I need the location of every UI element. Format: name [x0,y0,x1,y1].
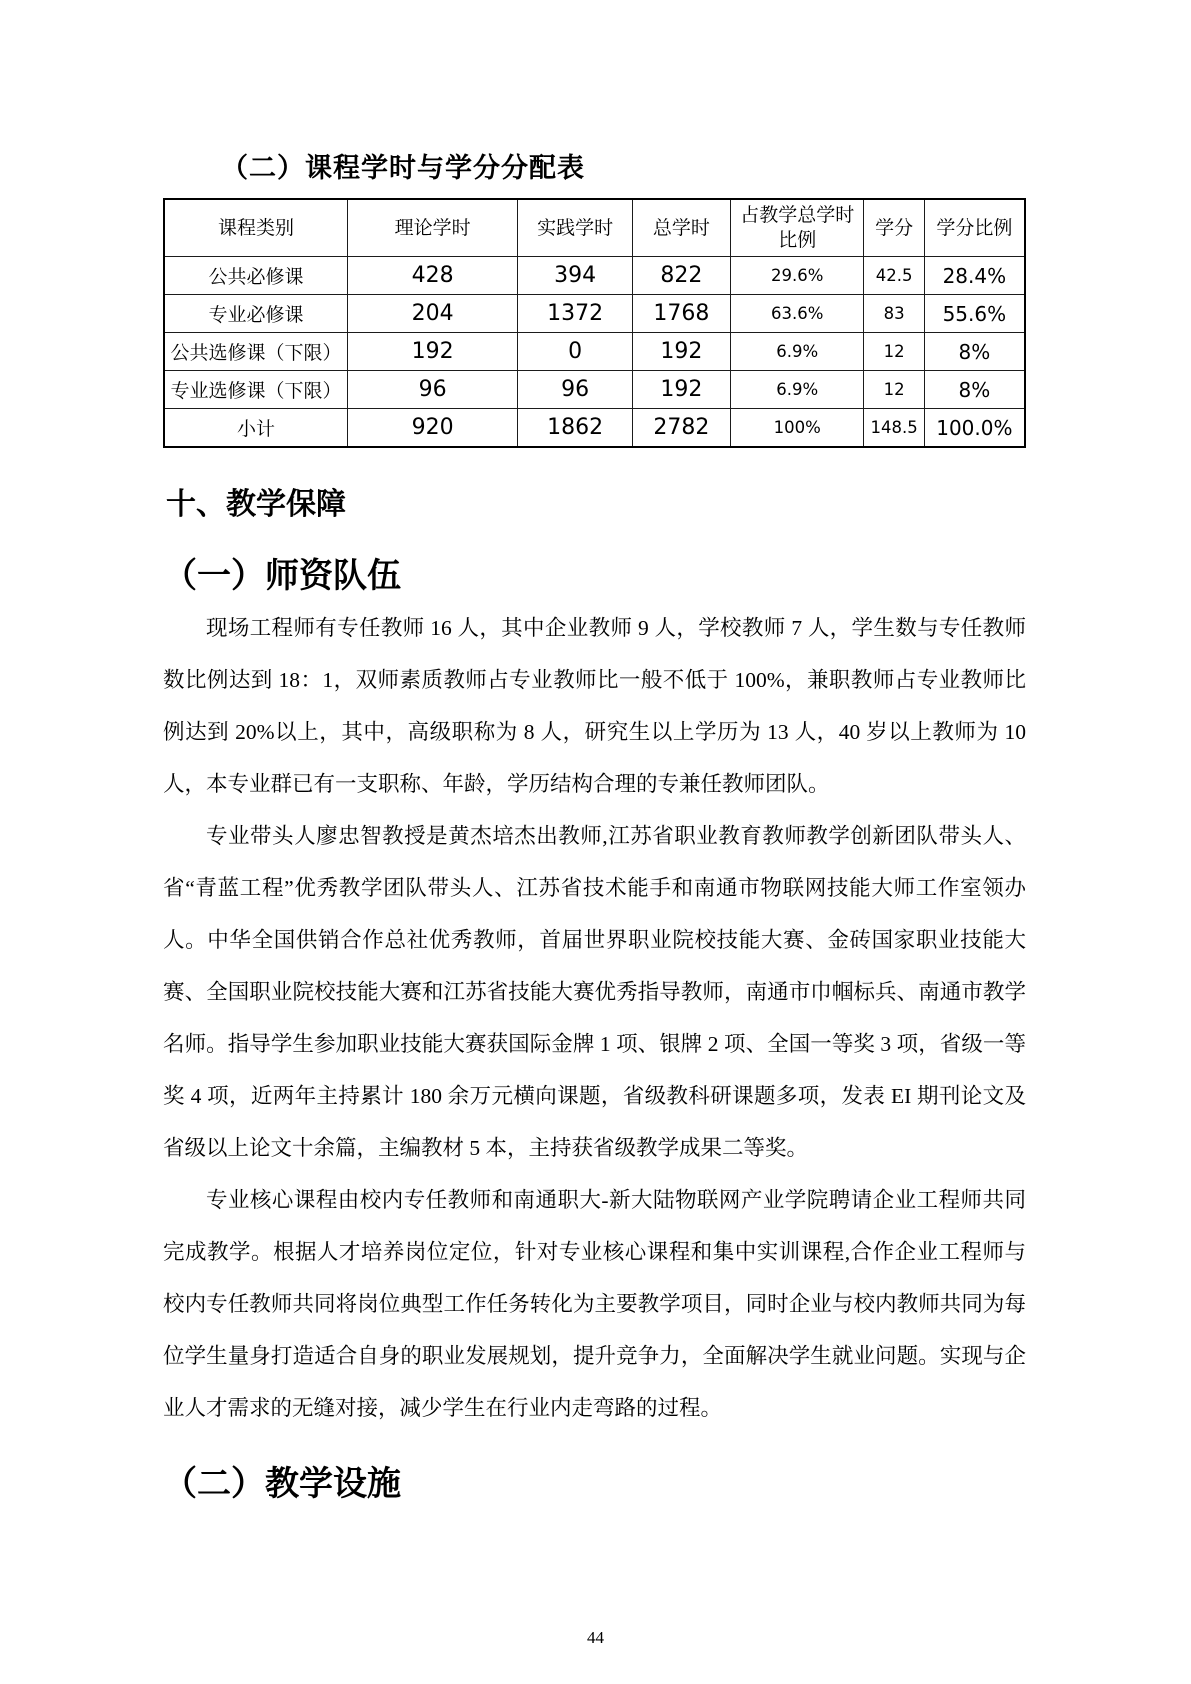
table-cell: 96 [347,371,517,409]
paragraph: 专业带头人廖忠智教授是黄杰培杰出教师,江苏省职业教育教师教学创新团队带头人、省“青蓝工程”优秀教学团队带头人、江苏省技术能手和南通市物联网技能大师工作室领办人。中华全国供销合作总社优秀教师，首届世界职业院校技能大赛、金砖国家职业技能大赛、全国职业院校技能大赛和江苏省技能大赛优秀指导教师，南通市巾帼标兵、南通市教学名师。指导学生参加职业技能大赛获国际金牌 1 项、银牌 2 项、全国一等奖 3 项，省级一等奖 4 项，近两年主持累计 180 余万元横向课题，省级教科研课题多项，发表 EI 期刊论文及省级以上论文十余篇，主编教材 5 本，主持获省级教学成果二等奖。 [163,824,1026,1160]
table-cell: 204 [347,295,517,333]
table-cell: 192 [632,371,730,409]
table-row [164,295,1025,333]
table-cell: 83 [864,295,924,333]
course-hours-credits-table [163,198,1026,448]
table-cell: 100% [731,409,864,448]
table-header-row [164,199,1025,257]
table-cell: 29.6% [731,257,864,295]
column-header: 课程类别 [164,199,347,257]
table-cell: 42.5 [864,257,924,295]
column-header: 占教学总学时比例 [731,199,864,257]
table-cell: 公共选修课（下限） [164,333,347,371]
paragraph: 专业核心课程由校内专任教师和南通职大-新大陆物联网产业学院聘请企业工程师共同完成教学。根据人才培养岗位定位，针对专业核心课程和集中实训课程,合作企业工程师与校内专任教师共同将岗位典型工作任务转化为主要教学项目，同时企业与校内教师共同为每位学生量身打造适合自身的职业发展规划，提升竞争力，全面解决学生就业问题。实现与企业人才需求的无缝对接，减少学生在行业内走弯路的过程。 [163,1188,1026,1420]
table-cell: 1862 [518,409,633,448]
table-cell: 148.5 [864,409,924,448]
table-cell: 192 [347,333,517,371]
subsection-heading-faculty: （一）师资队伍 [163,557,401,595]
table-cell: 专业必修课 [164,295,347,333]
table-cell: 28.4% [924,257,1025,295]
table-cell: 428 [347,257,517,295]
column-header: 学分比例 [924,199,1025,257]
table-cell: 192 [632,333,730,371]
table-row-subtotal [164,409,1025,448]
column-header: 实践学时 [518,199,633,257]
table-cell: 822 [632,257,730,295]
table-cell: 394 [518,257,633,295]
column-header: 总学时 [632,199,730,257]
table-cell: 0 [518,333,633,371]
table-cell: 1372 [518,295,633,333]
table-cell: 12 [864,371,924,409]
table-cell: 8% [924,333,1025,371]
table-row [164,257,1025,295]
table-cell: 小计 [164,409,347,448]
table-cell: 55.6% [924,295,1025,333]
table-cell: 8% [924,371,1025,409]
table-cell: 公共必修课 [164,257,347,295]
table-section-title: （二）课程学时与学分分配表 [221,153,585,183]
table-cell: 100.0% [924,409,1025,448]
table-cell: 6.9% [731,371,864,409]
page-number: 44 [587,1628,604,1647]
table-cell: 2782 [632,409,730,448]
table-cell: 12 [864,333,924,371]
subsection-heading-facilities: （二）教学设施 [163,1465,401,1503]
table-cell: 1768 [632,295,730,333]
paragraph: 现场工程师有专任教师 16 人，其中企业教师 9 人，学校教师 7 人，学生数与专任教师数比例达到 18：1，双师素质教师占专业教师比一般不低于 100%，兼职教师占专业教师比例达到 20%以上，其中，高级职称为 8 人，研究生以上学历为 13 人，40 岁以上教师为 10 人，本专业群已有一支职称、年龄，学历结构合理的专兼任教师团队。 [163,616,1026,796]
column-header: 学分 [864,199,924,257]
table-cell: 920 [347,409,517,448]
table-row [164,371,1025,409]
table-cell: 专业选修课（下限） [164,371,347,409]
table-row [164,333,1025,371]
page-content [163,146,1026,1510]
table-cell: 6.9% [731,333,864,371]
column-header: 理论学时 [347,199,517,257]
section-heading-teaching-support: 十、教学保障 [166,488,346,521]
table-cell: 63.6% [731,295,864,333]
table-cell: 96 [518,371,633,409]
